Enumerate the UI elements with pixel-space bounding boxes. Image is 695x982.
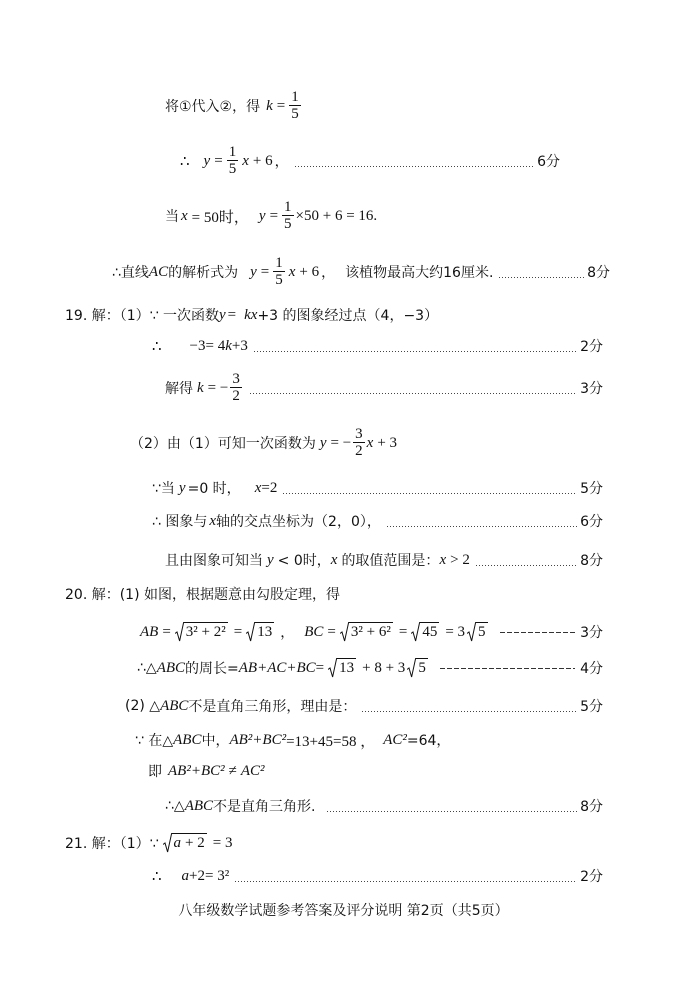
math-text: +3 xyxy=(231,337,248,354)
fraction-numerator: 3 xyxy=(232,371,240,387)
equals-sign: = xyxy=(233,623,243,640)
step-text: +3 的图象经过点（4，−3） xyxy=(257,308,439,324)
math-variable: y xyxy=(203,152,211,169)
step-text: ∴直线 xyxy=(112,265,149,281)
math-variable: BC xyxy=(304,623,324,640)
step-text: 即 xyxy=(148,764,162,780)
equals-sign: = xyxy=(227,306,237,323)
math-text: =13+45=58 ， xyxy=(286,733,376,750)
math-variable: k xyxy=(197,379,204,396)
fraction-numerator: 1 xyxy=(228,144,237,160)
math-text: < 0时， xyxy=(277,553,331,569)
fraction-denominator: 5 xyxy=(291,106,299,122)
math-variable: x xyxy=(242,152,249,169)
math-variable: ABC xyxy=(156,659,186,676)
radicand: 5 xyxy=(418,660,426,676)
step-text: ∴△ xyxy=(165,798,185,814)
math-variable: ABC xyxy=(184,797,214,814)
question-heading: 19. 解：（1）∵ 一次函数 xyxy=(65,308,219,324)
q20-side-lengths xyxy=(140,612,603,652)
step-text: 的解析式为 xyxy=(168,265,239,281)
math-text: + 6 xyxy=(252,152,273,169)
step-text: 当 xyxy=(165,209,179,225)
fraction-numerator: 1 xyxy=(275,255,283,271)
score-label: 8分 xyxy=(587,265,610,281)
math-variable: AB²+BC² xyxy=(168,762,225,779)
therefore-symbol: ∴ xyxy=(180,153,190,170)
radical-sign xyxy=(328,658,337,678)
radicand xyxy=(172,833,207,852)
math-text: > 2 xyxy=(450,551,470,568)
fraction-numerator: 1 xyxy=(284,199,292,215)
fraction-denominator: 5 xyxy=(284,216,292,232)
not-equal-sign: ≠ xyxy=(228,762,237,779)
step-text: (2) △ xyxy=(125,698,161,714)
math-text: + 8 + 3 xyxy=(362,659,406,676)
q19-part2-function xyxy=(130,423,397,463)
fraction xyxy=(227,145,239,177)
score-label: 6分 xyxy=(537,154,560,170)
square-root xyxy=(175,622,228,642)
radicand: 45 xyxy=(422,624,438,640)
math-variable: k xyxy=(266,97,273,114)
q19-substitute-point xyxy=(152,326,603,366)
dash-leader xyxy=(500,632,576,633)
step-text: 不是直角三角形. xyxy=(213,799,316,815)
equals-sign: = xyxy=(260,263,270,280)
fraction xyxy=(230,372,242,404)
score-label: 4分 xyxy=(580,661,603,677)
q19-solve-k xyxy=(165,368,603,408)
line-function-expression xyxy=(180,141,560,181)
math-text: −3= 4 xyxy=(189,337,226,354)
step-text: ∴ 图象与 xyxy=(152,514,208,530)
q19-intersection-point xyxy=(152,501,603,541)
page-footer xyxy=(0,890,687,930)
fraction-denominator: 2 xyxy=(355,443,363,459)
square-root xyxy=(340,622,393,642)
step-text: ∴△ xyxy=(137,660,157,676)
score-label: 8分 xyxy=(580,553,603,569)
math-text: =0 时， xyxy=(187,481,241,497)
equals-sign: = xyxy=(315,659,325,676)
dash-leader xyxy=(440,668,575,669)
fraction xyxy=(353,427,365,459)
math-variable: y xyxy=(178,479,186,496)
step-text: 且由图象可知当 xyxy=(165,553,263,569)
step-text: 的周长= xyxy=(185,661,239,677)
fraction-denominator: 5 xyxy=(228,161,237,177)
radical-sign xyxy=(407,658,416,678)
dot-leader xyxy=(235,881,577,882)
math-variable: kx xyxy=(244,306,258,323)
dot-leader xyxy=(254,351,577,352)
math-variable: x xyxy=(330,551,338,568)
fraction xyxy=(289,90,301,122)
radicand: 13 xyxy=(257,624,273,640)
math-text: + 2 xyxy=(185,835,205,851)
q20-perimeter xyxy=(137,648,603,688)
score-label: 5分 xyxy=(580,699,603,715)
math-variable: ABC xyxy=(160,697,189,714)
radical-sign xyxy=(411,622,420,642)
math-variable: a xyxy=(173,835,182,851)
step-text: ∵当 xyxy=(152,481,175,497)
radical-sign xyxy=(467,622,476,642)
punctuation: ， xyxy=(321,265,336,281)
radicand: 3² + 2² xyxy=(185,624,226,640)
square-root xyxy=(467,622,488,642)
fraction xyxy=(282,200,294,232)
step-text: 不是直角三角形，理由是： xyxy=(188,699,357,715)
fraction-numerator: 1 xyxy=(291,89,299,105)
step-text: 轴的交点坐标为（2，0）， xyxy=(216,514,381,530)
square-root xyxy=(163,833,207,853)
line-q18-conclusion xyxy=(112,252,610,292)
score-label: 3分 xyxy=(580,381,603,397)
math-variable: y xyxy=(267,551,274,568)
score-label: 8分 xyxy=(580,799,603,815)
math-variable: a xyxy=(181,867,190,884)
q20-conclusion xyxy=(165,786,603,826)
math-text: + 6 xyxy=(299,263,320,280)
math-variable: AC² xyxy=(383,731,407,748)
equals-sign: = xyxy=(276,97,286,114)
score-label: 5分 xyxy=(580,481,603,497)
math-variable: y xyxy=(218,306,226,323)
radicand: 13 xyxy=(339,660,355,676)
math-variable: k xyxy=(225,337,232,354)
step-text: 解得 xyxy=(165,381,193,397)
score-label: 2分 xyxy=(580,869,603,885)
dot-leader xyxy=(295,166,535,167)
step-text: 的取值范围是： xyxy=(341,553,440,569)
therefore-symbol: ∴ xyxy=(152,338,162,355)
square-root xyxy=(246,622,274,642)
score-label: 2分 xyxy=(580,339,603,355)
math-text: =2 xyxy=(261,479,278,496)
score-label: 6分 xyxy=(580,514,603,530)
math-text: =64， xyxy=(406,733,451,749)
math-text: ×50 + 6 = 16. xyxy=(295,207,378,224)
question-heading: 21. 解：（1）∵ xyxy=(65,836,159,852)
step-text: 将①代入②，得 xyxy=(165,99,261,115)
q20-inequality xyxy=(148,751,265,791)
q20-heading xyxy=(65,574,340,614)
punctuation: ， xyxy=(274,154,289,170)
dot-leader xyxy=(387,526,577,527)
square-root xyxy=(407,658,428,678)
math-variable: y xyxy=(250,263,257,280)
radical-sign xyxy=(246,622,255,642)
dot-leader xyxy=(362,711,577,712)
math-variable: AB²+BC² xyxy=(229,731,287,748)
dot-leader xyxy=(476,565,577,566)
math-variable: AB xyxy=(140,623,159,640)
math-variable: x xyxy=(209,512,217,529)
dot-leader xyxy=(250,393,577,394)
step-text: ∵ 在△ xyxy=(135,733,174,749)
footer-text: 八年级数学试题参考答案及评分说明 第2页（共5页） xyxy=(178,903,509,919)
math-variable: AB+AC+BC xyxy=(238,659,316,676)
equals-sign: = xyxy=(269,207,279,224)
question-heading: 20. 解：(1) 如图，根据题意由勾股定理，得 xyxy=(65,587,340,603)
step-text: 该植物最高大约16厘米. xyxy=(345,265,494,281)
math-variable: x xyxy=(439,551,447,568)
math-text: = − xyxy=(207,379,229,396)
punctuation: ， xyxy=(280,625,295,641)
fraction xyxy=(273,256,285,288)
score-label: 3分 xyxy=(580,625,603,641)
dot-leader xyxy=(499,277,584,278)
square-root xyxy=(411,622,439,642)
equals-sign: = xyxy=(162,623,171,640)
line-evaluate-at-50 xyxy=(165,196,377,236)
math-text: + 3 xyxy=(377,434,398,451)
step-text: （2）由（1）可知一次函数为 xyxy=(130,436,316,452)
radical-sign xyxy=(175,622,184,642)
equals-sign: = xyxy=(398,623,408,640)
dot-leader xyxy=(327,811,577,812)
math-text: = − xyxy=(330,434,352,451)
radical-sign xyxy=(340,622,349,642)
equals-sign: = xyxy=(214,152,223,169)
therefore-symbol: ∴ xyxy=(152,868,162,885)
dot-leader xyxy=(283,493,577,494)
math-variable: x xyxy=(254,479,262,496)
math-variable: y xyxy=(319,434,327,451)
math-text: +2= 3² xyxy=(189,867,230,884)
math-variable: x xyxy=(288,263,296,280)
fraction-denominator: 2 xyxy=(232,388,240,404)
math-variable: AC² xyxy=(240,762,265,779)
math-text: = 3 xyxy=(212,834,233,851)
equals-sign: = xyxy=(327,623,336,640)
math-variable: y xyxy=(258,207,266,224)
math-variable: ABC xyxy=(173,731,202,748)
fraction-numerator: 3 xyxy=(355,426,363,442)
math-variable: AC xyxy=(148,263,169,280)
radicand: 5 xyxy=(478,624,486,640)
math-variable: x xyxy=(366,434,374,451)
step-text: 中， xyxy=(201,733,230,749)
math-variable: x xyxy=(181,207,188,224)
math-text: = 3 xyxy=(445,623,466,640)
square-root xyxy=(328,658,356,678)
math-text: = 50时， xyxy=(191,209,249,226)
fraction-denominator: 5 xyxy=(275,272,283,288)
radicand: 3² + 6² xyxy=(350,624,391,640)
radical-sign xyxy=(163,833,172,853)
line-substitute-k xyxy=(165,86,303,126)
